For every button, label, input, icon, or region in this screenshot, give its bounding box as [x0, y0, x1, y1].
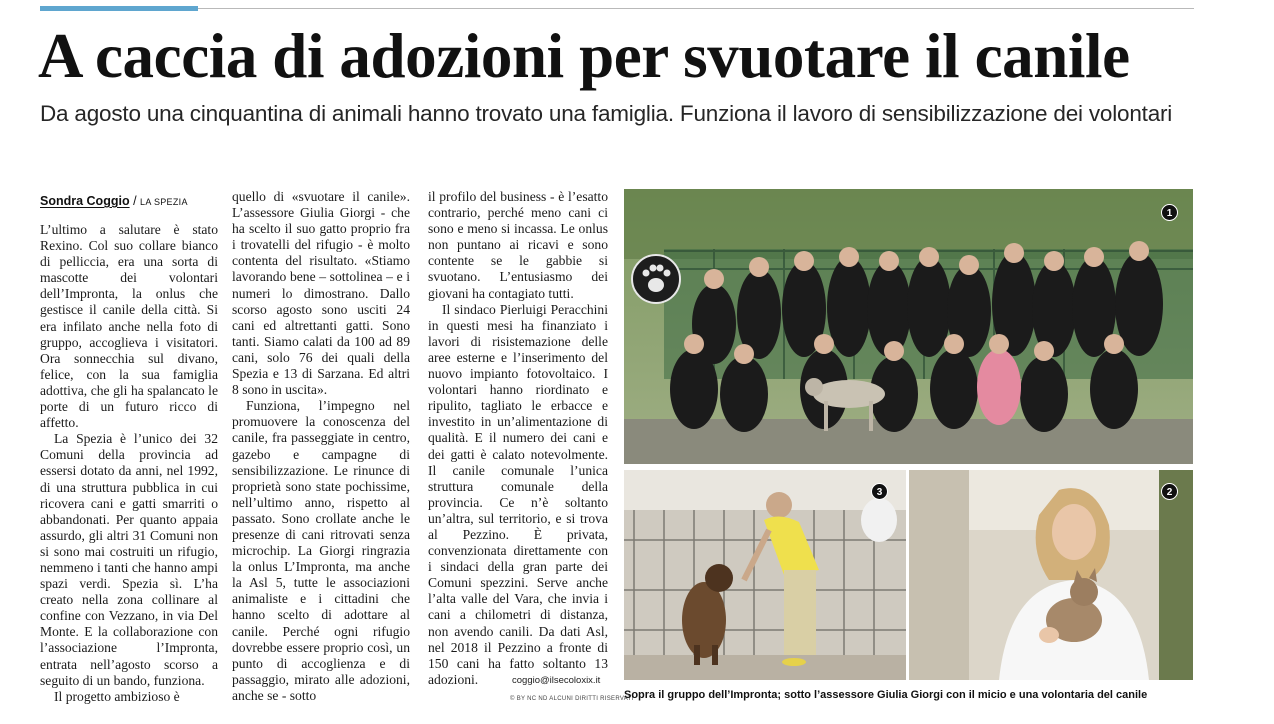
- headline: A caccia di adozioni per svuotare il canile: [38, 21, 1130, 91]
- photo-number-badge: 2: [1161, 483, 1178, 500]
- kennel-photo-illustration: [624, 470, 906, 680]
- paragraph: Funziona, l’impegno nel promuovere la conoscenza del canile, fra passeggiate in centro, gazebo e campagne di sensibilizzazione. Le rinunce di proprietà sono state pochissime, nell’ultimo anno, rispetto al passato. Sono crollate anche le presenze di cani ritrovati senza microchip. La Giorgi ringrazia la onlus L’Impronta, ma anche la Asl 5, tutte le associazioni animaliste e i cittadini che hanno scelto di adottare al canile. Perché ogni rifugio dovrebbe essere proprio così, un punto di accoglienza e di passaggio, mirato alle adozioni, anche se - sotto: [232, 398, 410, 703]
- byline: [40, 193, 188, 210]
- paragraph: Il sindaco Pierluigi Peracchini in questi mesi ha finanziato i lavori di risistemazione delle aree esterne e l’inserimento del nuovo impianto fotovoltaico. I volontari hanno riordinato e ripulito, tagliato le erbacce e investito in un’alimentazione di qualità. E il numero dei cani e dei gatti è calato notevolmente. Il canile comunale l’unica struttura comunale della provincia. Ce n’è soltanto un’altra, sul territorio, e si trova al Pezzino. È privata, convenzionata direttamente con i sindaci della gran parte dei Comuni spezzini. Serve anche l’alta valle del Vara, che invia i cani a chilometri di distanza, non avendo canili. Da dati Asl, nel 2018 il Pezzino a fronte di 150 cani ha fatto soltanto 13 adozioni.: [428, 301, 608, 687]
- copyright-notice: © BY NC ND ALCUNI DIRITTI RISERVATI: [510, 696, 634, 702]
- paragraph: La Spezia è l’unico dei 32 Comuni della provincia ad essersi dotato da anni, nel 1992, di una struttura pubblica in cui ricovera cani e gatti smarriti o abbandonati. Per quanto appaia assurdo, gli altri 31 Comuni non si sono mai costruiti un rifugio, nemmeno i tanti che hanno ampi spazi verdi. Spezia sì. L’ha creato nella zona collinare al confine con Vezzano, in via Del Monte. E la collaborazione con l’associazione l’Impronta, entrata nell’agosto scorso a seguito di un bando, funziona.: [40, 431, 218, 688]
- photo-caption: Sopra il gruppo dell’Impronta; sotto l’assessore Giulia Giorgi con il micio e una volontaria del canile: [624, 689, 1148, 701]
- section-rule: [198, 8, 1194, 9]
- author-name[interactable]: Sondra Coggio: [40, 194, 130, 208]
- paragraph: L’ultimo a salutare è stato Rexino. Col suo collare bianco di pelliccia, era una sorta di mascotte dei volontari dell’Impronta, la onlus che gestisce il canile della città. Si era infilato anche nella foto di gruppo, accoglieva i visitatori. Ora sonnecchia sul divano, felice, con la sua famiglia adottiva, che gli ha spalancato le porte di un futuro ricco di affetto.: [40, 222, 218, 431]
- paragraph: quello di «svuotare il canile». L’assessore Giulia Giorgi - che ha scelto il suo gatto proprio fra i trovatelli del rifugio - è molto contenta del risultato. «Stiamo lavorando bene – sottolinea – e i numeri lo dimostrano. Dallo scorso agosto sono usciti 24 cani ed altrettanti gatti. Sono tanti. Siamo calati da 100 ad 89 cani, solo 76 dei quali della Spezia e 13 di Sarzana. Ed altri 8 sono in uscita».: [232, 189, 410, 398]
- subheadline: Da agosto una cinquantina di animali hanno trovato una famiglia. Funziona il lavoro di sensibilizzazione dei volontari: [40, 101, 1173, 126]
- article-column-1: [40, 222, 218, 710]
- kennel-photo[interactable]: [624, 470, 906, 680]
- group-photo-illustration: [624, 189, 1193, 464]
- volunteer-photo[interactable]: [909, 470, 1193, 680]
- group-photo[interactable]: [624, 189, 1193, 464]
- volunteer-photo-illustration: [909, 470, 1193, 680]
- photo-number-badge: 1: [1161, 204, 1178, 221]
- byline-separator: /: [133, 194, 137, 208]
- author-email[interactable]: coggio@ilsecoloxix.it: [512, 675, 601, 686]
- paragraph: Il progetto ambizioso è: [54, 688, 180, 704]
- cc-license-icon: ©: [510, 696, 515, 702]
- article-column-2: [232, 189, 410, 711]
- paragraph: il profilo del business - è l’esatto contrario, perché meno cani ci sono e meno si incassa. Le onlus non puntano ai ricavi e sono contente se le gabbie si svuotano. L’entusiasmo dei giovani ha contagiato tutti.: [428, 189, 608, 301]
- dateline-location: LA SPEZIA: [140, 197, 188, 207]
- impronta-logo: [632, 255, 680, 303]
- photo-number-badge: 3: [871, 483, 888, 500]
- section-accent-bar: [40, 6, 198, 11]
